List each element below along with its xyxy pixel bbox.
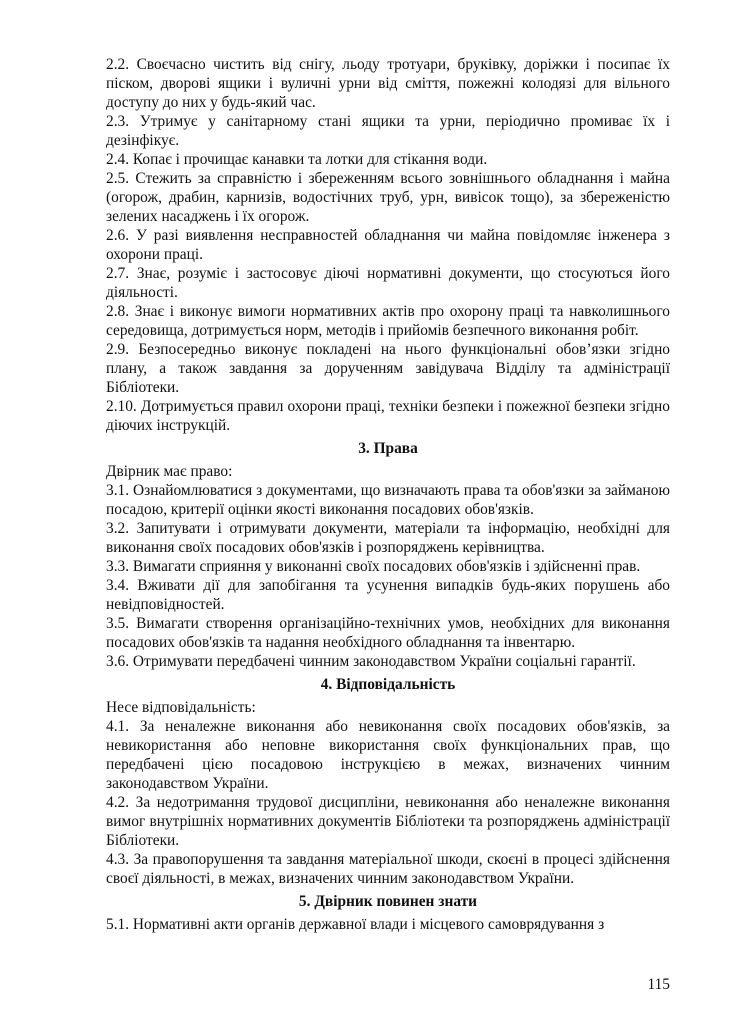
- section-5-heading: 5. Двірник повинен знати: [298, 893, 478, 910]
- paragraph-2-6: 2.6. У разі виявлення несправностей обладнання чи майна повідомляє інженера з охорони праці.: [106, 227, 670, 263]
- paragraph-4-1: 4.1. За неналежне виконання або невиконання своїх посадових обов'язків, за невикористання або неповне використання своїх функціональних прав, що передбачені цією посадовою інструкцією в межах, визначених чинним законодавством України.: [106, 718, 670, 792]
- paragraph-2-8: 2.8. Знає і виконує вимоги нормативних актів про охорону праці та навколишнього середовища, дотримується норм, методів і прийомів безпечного виконання робіт.: [106, 303, 670, 339]
- paragraph-3-4: 3.4. Вживати дії для запобігання та усунення випадків будь-яких порушень або невідповідностей.: [106, 577, 670, 613]
- paragraph-3-2: 3.2. Запитувати і отримувати документи, матеріали та інформацію, необхідні для виконання своїх посадових обов'язків і розпоряджень керівництва.: [106, 520, 670, 556]
- paragraph-2-9: 2.9. Безпосередньо виконує покладені на нього функціональні обов’язки згідно плану, а також завдання за дорученням завідувача Відділу та адміністрації Бібліотеки.: [106, 341, 670, 396]
- section-3-intro: Двірник має право:: [106, 463, 233, 480]
- paragraph-2-2: 2.2. Своєчасно чистить від снігу, льоду тротуари, бруківку, доріжки і посипає їх піском, дворові ящики і вуличні урни від сміття, пожежні колодязі для вільного доступу до них у будь-який час.: [106, 56, 670, 111]
- page-number: 115: [647, 976, 670, 993]
- paragraph-2-4: 2.4. Копає і прочищає канавки та лотки для стікання води.: [106, 151, 488, 168]
- paragraph-3-1: 3.1. Ознайомлюватися з документами, що визначають права та обов'язки за займаною посадою, критерії оцінки якості виконання посадових обов'язків.: [106, 482, 670, 518]
- section-4-heading: 4. Відповідальність: [320, 676, 456, 693]
- paragraph-2-7: 2.7. Знає, розуміє і застосовує діючі нормативні документи, що стосуються його діяльності.: [106, 265, 670, 301]
- paragraph-3-6: 3.6. Отримувати передбачені чинним законодавством України соціальні гарантії.: [106, 653, 636, 670]
- paragraph-5-1: 5.1. Нормативні акти органів державної влади і місцевого самоврядування з: [106, 916, 605, 933]
- paragraph-4-3: 4.3. За правопорушення та завдання матеріальної шкоди, скоєні в процесі здійснення своєї діяльності, в межах, визначених чинним законодавством України.: [106, 851, 670, 887]
- paragraph-3-5: 3.5. Вимагати створення організаційно-технічних умов, необхідних для виконання посадових обов'язків та надання необхідного обладнання та інвентарю.: [106, 615, 670, 651]
- paragraph-4-2: 4.2. За недотримання трудової дисципліни, невиконання або неналежне виконання вимог внутрішніх нормативних документів Бібліотеки та розпоряджень адміністрації Бібліотеки.: [106, 794, 670, 849]
- paragraph-2-3: 2.3. Утримує у санітарному стані ящики та урни, періодично промиває їх і дезінфікує.: [106, 113, 670, 149]
- paragraph-3-3: 3.3. Вимагати сприяння у виконанні своїх посадових обов'язків і здійсненні прав.: [106, 558, 641, 575]
- paragraph-2-5: 2.5. Стежить за справністю і збереженням всього зовнішнього обладнання і майна (огорож, драбин, карнизів, водостічних труб, урн, вивісок тощо), за збереженістю зелених насаджень і їх огорож.: [106, 170, 670, 225]
- section-3-heading: 3. Права: [358, 440, 418, 457]
- paragraph-2-10: 2.10. Дотримується правил охорони праці, техніки безпеки і пожежної безпеки згідно діючих інструкцій.: [106, 398, 670, 434]
- section-4-intro: Несе відповідальність:: [106, 699, 256, 716]
